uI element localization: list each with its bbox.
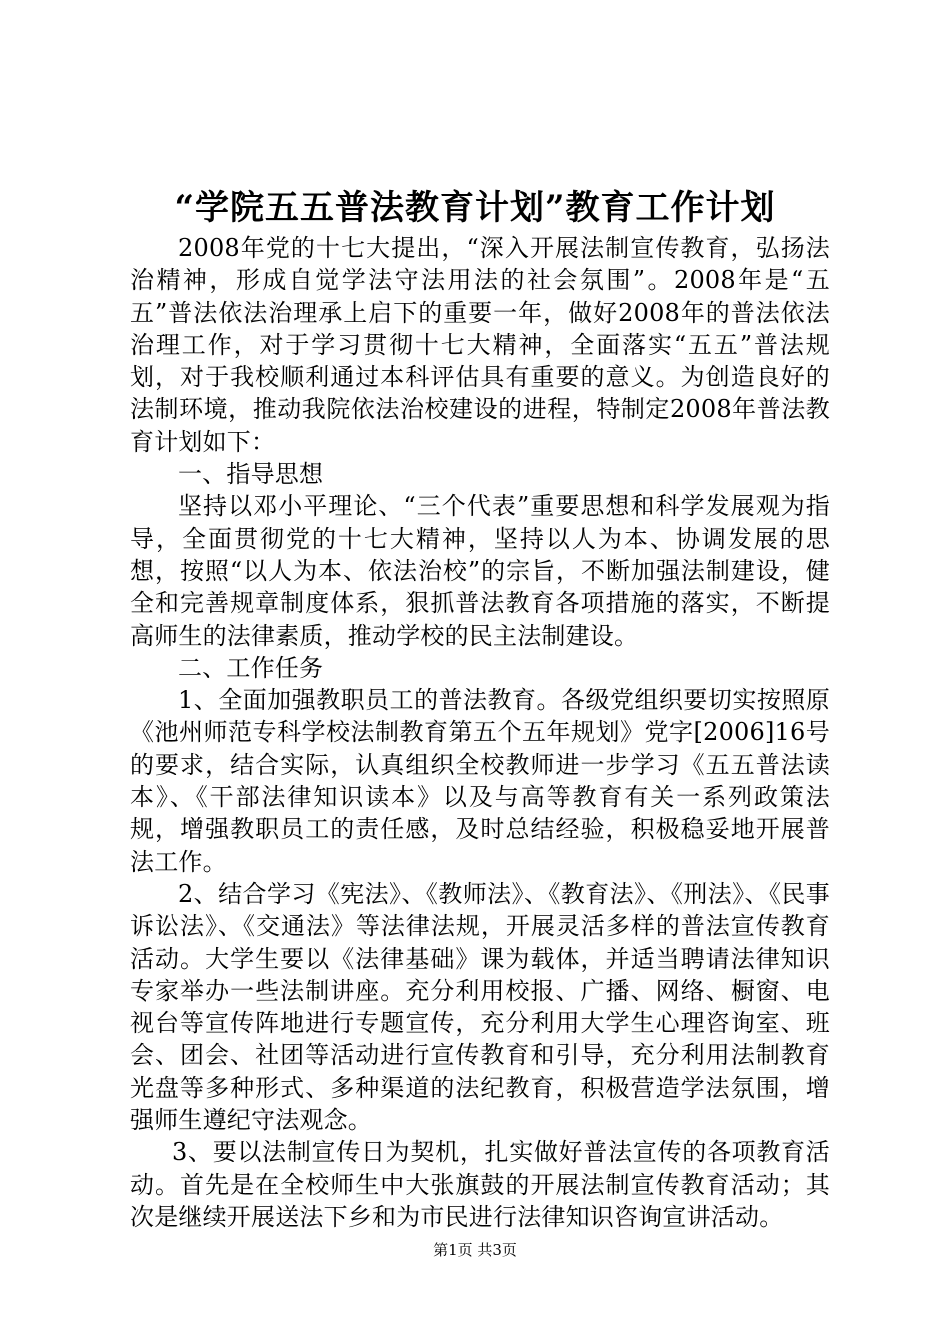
section-heading-guiding-ideology: 一、指导思想: [178, 460, 324, 489]
section-heading-work-tasks: 二、工作任务: [178, 653, 324, 682]
task-3-paragraph: 3、要以法制宣传日为契机，扎实做好普法宣传的各项教育活动。首先是在全校师生中大张旗鼓的开展法制宣传教育活动；其次是继续开展送法下乡和为市民进行法律知识咨询宣讲活动。: [130, 1138, 830, 1231]
task-2-paragraph: 2、结合学习《宪法》、《教师法》、《教育法》、《刑法》、《民事诉讼法》、《交通法》等法律法规，开展灵活多样的普法宣传教育活动。大学生要以《法律基础》课为载体，并适当聘请法律知识专家举办一些法制讲座。充分利用校报、广播、网络、橱窗、电视台等宣传阵地进行专题宣传，充分利用大学生心理咨询室、班会、团会、社团等活动进行宣传教育和引导，充分利用法制教育光盘等多种形式、多种渠道的法纪教育，积极营造学法氛围，增强师生遵纪守法观念。: [130, 879, 830, 1135]
document-title: “学院五五普法教育计划”教育工作计划: [174, 188, 776, 228]
document-body: [130, 232, 830, 1233]
page-number-footer: 第1页 共3页: [433, 1241, 517, 1259]
task-1-paragraph: 1、全面加强教职员工的普法教育。各级党组织要切实按照原《池州师范专科学校法制教育第五个五年规划》党字[2006]16号的要求，结合实际，认真组织全校教师进一步学习《五五普法读本》、《干部法律知识读本》以及与高等教育有关一系列政策法规，增强教职员工的责任感，及时总结经验，积极稳妥地开展普法工作。: [130, 686, 830, 876]
guiding-ideology-paragraph: 坚持以邓小平理论、“三个代表”重要思想和科学发展观为指导，全面贯彻党的十七大精神，坚持以人为本、协调发展的思想，按照“以人为本、依法治校”的宗旨，不断加强法制建设，健全和完善规章制度体系，狠抓普法教育各项措施的落实，不断提高师生的法律素质，推动学校的民主法制建设。: [130, 492, 830, 650]
intro-paragraph: 2008年党的十七大提出，“深入开展法制宣传教育，弘扬法治精神，形成自觉学法守法用法的社会氛围”。2008年是“五五”普法依法治理承上启下的重要一年，做好2008年的普法依法治理工作，对于学习贯彻十七大精神，全面落实“五五”普法规划，对于我校顺利通过本科评估具有重要的意义。为创造良好的法制环境，推动我院依法治校建设的进程，特制定2008年普法教育计划如下：: [130, 234, 830, 456]
